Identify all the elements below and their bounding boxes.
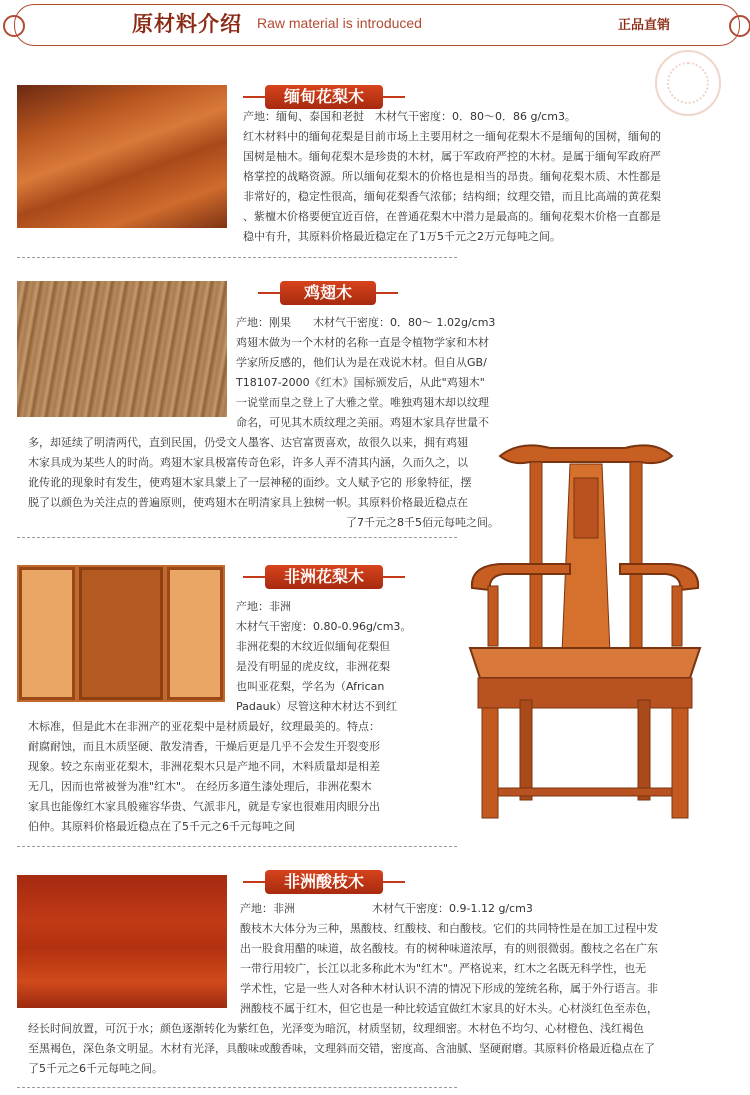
body-line: 现象。较之东南亚花梨木，非洲花梨木只是产地不同，木料质量却是相差 (28, 760, 380, 773)
body-line: 也叫亚花梨，学名为（African (236, 680, 385, 693)
body-line: 国树是柚木。缅甸花梨木是珍贵的木材，属于军政府严控的木材。是属于缅甸军政府严 (243, 150, 661, 163)
body-line: 脱了以颜色为关注点的普遍原则，使鸡翅木在明清家具上独树一帜。其原料价格最近稳点在 (28, 496, 468, 509)
body-line: 一带行用较广，长江以北多称此木为"红木"。严格说来，红木之名既无科学性，也无 (240, 962, 647, 975)
section-body (243, 127, 661, 247)
body-line: 非常好的，稳定性很高，缅甸花梨香气浓郁；结构细；纹理交错，而且比高端的黄花梨 (243, 190, 661, 203)
body-line: 命名，可见其木质纹理之美丽。鸡翅木家具存世量不 (236, 416, 489, 429)
section-body-narrow (240, 919, 658, 1019)
section-body-wide (28, 433, 499, 533)
wood-image-wenge (17, 281, 227, 417)
carved-panel-right (167, 567, 223, 700)
section-body-wide (28, 1019, 655, 1079)
body-line: 至黑褐色，深色条文明显。木材有光泽，具酸味或酸香味，文理斜而交错，密度高、含油腻、坚硬耐磨。其原料价格最近稳点在了 (28, 1042, 655, 1055)
carved-panel-center (79, 567, 163, 700)
body-line: 非洲花梨的木纹近似缅甸花梨但 (236, 640, 390, 653)
body-line: 讹传讹的现象时有发生，使鸡翅木家具蒙上了一层神秘的面纱。文人赋予它的 形象特征，摆 (28, 476, 472, 489)
body-line: 一说堂而皇之登上了大雅之堂。唯独鸡翅木却以纹理 (236, 396, 489, 409)
section-divider (17, 257, 457, 258)
body-line: Padauk）尽管这种木材达不到红 (236, 700, 397, 713)
page-subtitle: Raw material is introduced (257, 15, 422, 31)
body-line: 耐腐耐蚀，而且木质坚硬、散发清香，干燥后更是几乎不会发生开裂变形 (28, 740, 380, 753)
body-line: 多，却延续了明清两代，直到民国，仍受文人墨客、达官富贾喜欢，故很久以来，拥有鸡翅 (28, 436, 468, 449)
body-line: 、紫檀木价格要便宜近百倍，在普通花梨木中潜力是最高的。缅甸花梨木价格一直都是 (243, 210, 661, 223)
body-line: 了5千元之6千元每吨之间。 (28, 1062, 163, 1075)
section-divider (17, 846, 457, 847)
body-line: 经长时间放置，可沉于水；颜色逐渐转化为紫红色，光泽变为暗沉，材质坚韧，纹理细密。木材色不均匀、心材橙色、浅红褐色 (28, 1022, 644, 1035)
carved-panel-left (19, 567, 75, 700)
body-line: 是没有明显的虎皮纹，非洲花梨 (236, 660, 390, 673)
section-heading: 缅甸花梨木 (265, 85, 383, 109)
section-meta: 产地：刚果 木材气干密度：0．80～ 1.02g/cm3 (236, 316, 496, 329)
body-line: 木家具成为某些人的时尚。鸡翅木家具极富传奇色彩，许多人弄不清其内涵，久而久之，以 (28, 456, 468, 469)
section-heading: 非洲花梨木 (265, 565, 383, 589)
body-line: 学家所反感的，他们认为是在戏说木材。但自从GB/ (236, 356, 487, 369)
body-line: 木标准，但是此木在非洲产的亚花梨中是材质最好，纹理最美的。特点： (28, 720, 380, 733)
wood-image-carved-panels (17, 565, 225, 702)
body-line: 稳中有升，其原料价格最近稳定在了1万5千元之2万元每吨之间。 (243, 230, 561, 243)
wood-image-african-rosewood (17, 875, 227, 1008)
body-line: 酸枝木大体分为三种，黑酸枝、红酸枝、和白酸枝。它们的共同特性是在加工过程中发 (240, 922, 658, 935)
section-body-wide (28, 717, 380, 837)
section-meta: 产地：非洲 木材气干密度：0.9-1.12 g/cm3 (240, 902, 533, 915)
section-divider (17, 1087, 457, 1088)
meta-line: 产地：非洲 (236, 600, 291, 613)
body-line: 家具也能像红木家具般雍容华贵、气派非凡，就是专家也很难用肉眼分出 (28, 800, 380, 813)
body-line: 洲酸枝不属于红木，但它也是一种比较适宜做红木家具的好木头。心材淡红色至赤色， (240, 1002, 658, 1015)
body-line: 鸡翅木做为一个木材的名称一直是令植物学家和木材 (236, 336, 489, 349)
section-heading: 鸡翅木 (280, 281, 376, 305)
decorative-seal-icon (655, 50, 721, 116)
meta-line: 木材气干密度：0.80-0.96g/cm3。 (236, 620, 412, 633)
body-line: 了7千元之8千5佰元每吨之间。 (346, 516, 499, 529)
knot-ornament-right (729, 15, 750, 37)
body-line: 格掌控的战略资源。所以缅甸花梨木的价格也是相当的昂贵。缅甸花梨木质、木性都是 (243, 170, 661, 183)
body-line: 伯仲。其原料价格最近稳点在了5千元之6千元每吨之间 (28, 820, 295, 833)
wood-image-myanmar-rosewood (17, 85, 227, 228)
body-line: 学术性，它是一些人对各种木材认识不清的情况下形成的笼统名称，属于外行语言。非 (240, 982, 658, 995)
page-title: 原材料介绍 (132, 12, 242, 36)
section-meta (236, 597, 411, 637)
header-right-text: 正品直销 (618, 18, 671, 33)
section-body-narrow (236, 637, 397, 717)
section-body-narrow (236, 333, 489, 433)
section-heading: 非洲酸枝木 (265, 870, 383, 894)
armchair-image (460, 438, 710, 828)
section-divider (17, 537, 457, 538)
body-line: 出一股食用醋的味道，故名酸枝。有的树种味道浓厚，有的则很微弱。酸枝之名在广东 (240, 942, 658, 955)
body-line: 无几，因而也常被誉为准"红木"。 在经历多道生漆处理后，非洲花梨木 (28, 780, 372, 793)
section-meta: 产地：缅甸、泰国和老挝 木材气干密度：0．80～0．86 g/cm3。 (243, 110, 576, 123)
body-line: T18107-2000《红木》国标颁发后，从此"鸡翅木" (236, 376, 485, 389)
body-line: 红木材料中的缅甸花梨是目前市场上主要用材之一缅甸花梨木不是缅甸的国树，缅甸的 (243, 130, 661, 143)
knot-ornament-left (3, 15, 25, 37)
